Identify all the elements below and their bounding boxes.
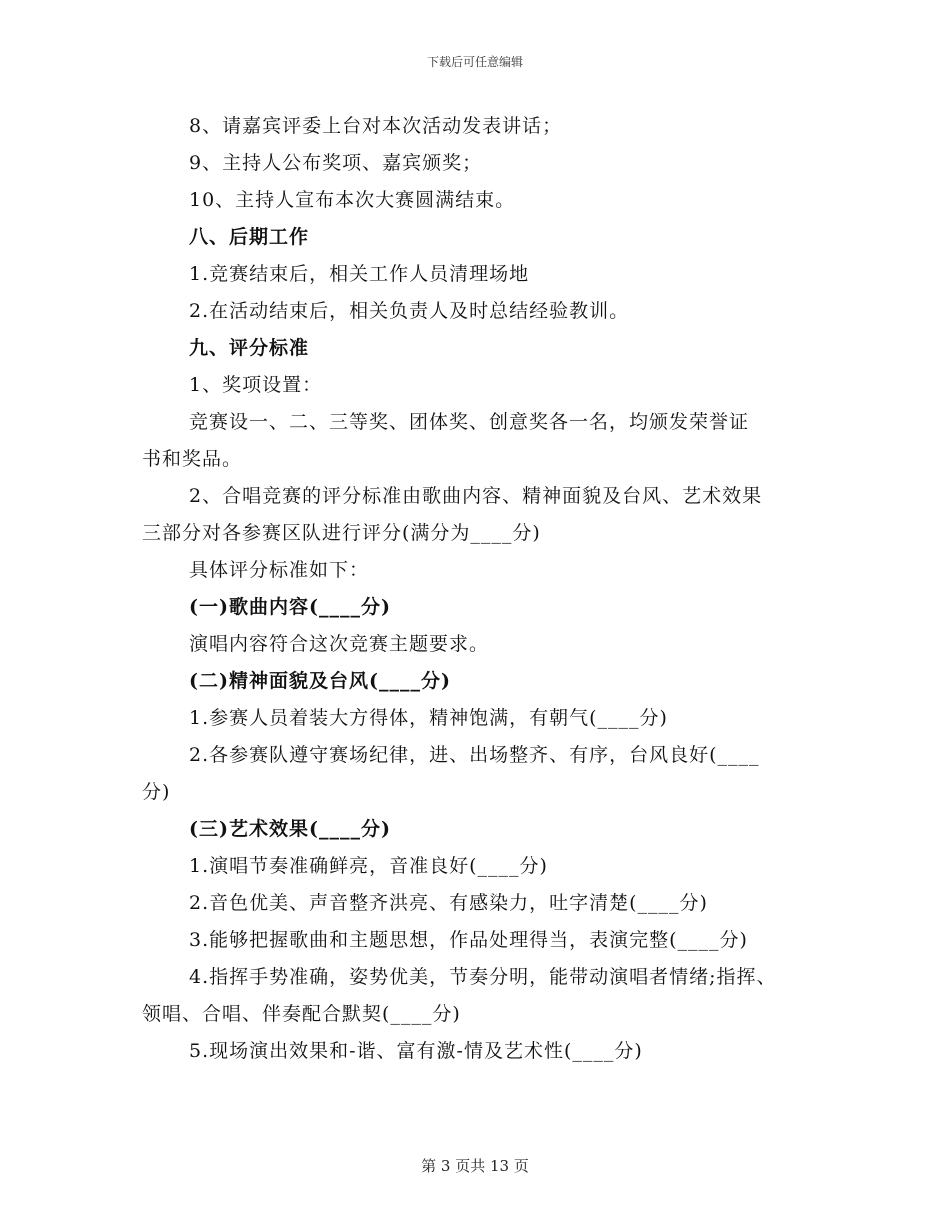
document-body: [142, 108, 810, 1070]
paragraph-line: 2.音色优美、声音整齐洪亮、有感染力，吐字清楚(____分): [189, 892, 708, 914]
paragraph-line: 1.演唱节奏准确鲜亮，音准良好(____分): [189, 855, 548, 877]
page-footer: 第 3 页共 13 页: [421, 1157, 529, 1175]
paragraph-line: 2、合唱竞赛的评分标准由歌曲内容、精神面貌及台风、艺术效果: [189, 485, 763, 507]
paragraph-line: 1.竞赛结束后，相关工作人员清理场地: [189, 263, 530, 285]
section-heading: (三)艺术效果(____分): [189, 818, 391, 840]
paragraph-line: 三部分对各参赛区队进行评分(满分为____分): [142, 522, 541, 544]
paragraph-line: 10、主持人宣布本次大赛圆满结束。: [189, 189, 516, 211]
paragraph-line: 2.在活动结束后，相关负责人及时总结经验教训。: [189, 300, 630, 322]
section-heading: (一)歌曲内容(____分): [189, 596, 391, 618]
paragraph-line: 5.现场演出效果和-谐、富有激-情及艺术性(____分): [189, 1040, 643, 1062]
paragraph-line: 领唱、合唱、伴奏配合默契(____分): [142, 1003, 461, 1025]
paragraph-line: 1.参赛人员着装大方得体，精神饱满，有朝气(____分): [189, 707, 668, 729]
paragraph-line: 2.各参赛队遵守赛场纪律，进、出场整齐、有序，台风良好(____: [189, 744, 760, 766]
paragraph-line: 8、请嘉宾评委上台对本次活动发表讲话；: [189, 115, 563, 137]
paragraph-line: 分): [142, 781, 171, 803]
paragraph-line: 3.能够把握歌曲和主题思想，作品处理得当，表演完整(____分): [189, 929, 748, 951]
paragraph-line: 演唱内容符合这次竞赛主题要求。: [189, 633, 490, 655]
paragraph-line: 4.指挥手势准确，姿势优美，节奏分明，能带动演唱者情绪;指挥、: [189, 966, 777, 988]
section-heading: 八、后期工作: [189, 226, 310, 248]
paragraph-line: 竞赛设一、二、三等奖、团体奖、创意奖各一名，均颁发荣誉证: [189, 411, 750, 433]
section-heading: (二)精神面貌及台风(____分): [189, 670, 451, 692]
page-header: 下载后可任意编辑: [426, 55, 523, 69]
paragraph-line: 1、奖项设置：: [189, 374, 323, 396]
paragraph-line: 9、主持人公布奖项、嘉宾颁奖；: [189, 152, 483, 174]
paragraph-line: 书和奖品。: [142, 448, 243, 470]
section-heading: 九、评分标准: [189, 337, 310, 359]
paragraph-line: 具体评分标准如下：: [189, 559, 370, 581]
